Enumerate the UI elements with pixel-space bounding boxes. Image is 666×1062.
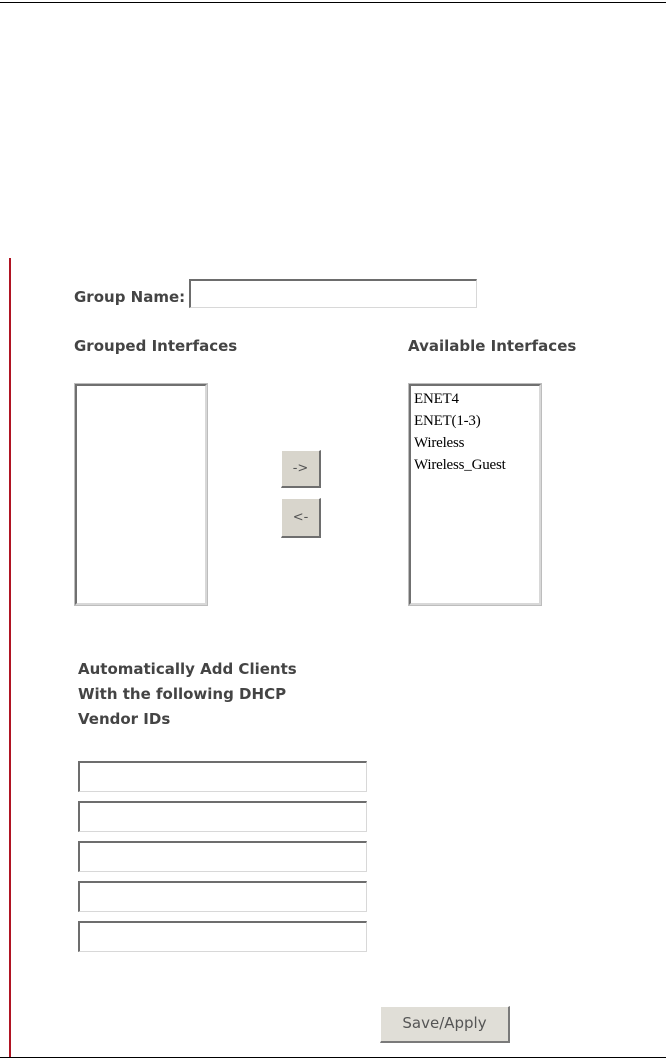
- left-accent-border: [9, 258, 11, 1058]
- save-apply-button[interactable]: Save/Apply: [380, 1006, 510, 1043]
- vendor-id-input-4[interactable]: [78, 881, 367, 912]
- grouped-interfaces-title: Grouped Interfaces: [74, 337, 238, 355]
- vendor-id-input-2[interactable]: [78, 801, 367, 832]
- vendor-id-input-5[interactable]: [78, 921, 367, 952]
- vendor-id-input-1[interactable]: [78, 761, 367, 792]
- move-to-grouped-button[interactable]: <-: [281, 498, 321, 538]
- available-interfaces-listbox[interactable]: [409, 384, 541, 605]
- dhcp-vendor-ids-label: Automatically Add Clients With the following DHCP Vendor IDs: [78, 660, 297, 728]
- group-name-label: Group Name:: [74, 288, 186, 306]
- bottom-border: [0, 1057, 666, 1058]
- list-item[interactable]: Wireless_Guest: [414, 457, 506, 473]
- vendor-id-input-3[interactable]: [78, 841, 367, 872]
- list-item[interactable]: ENET4: [414, 391, 459, 407]
- list-item[interactable]: Wireless: [414, 435, 465, 451]
- list-item[interactable]: ENET(1-3): [414, 413, 481, 429]
- top-border: [0, 2, 666, 3]
- grouped-interfaces-listbox[interactable]: [75, 384, 207, 605]
- group-name-input[interactable]: [189, 279, 477, 308]
- move-to-available-button[interactable]: ->: [281, 450, 321, 488]
- available-interfaces-title: Available Interfaces: [408, 337, 577, 355]
